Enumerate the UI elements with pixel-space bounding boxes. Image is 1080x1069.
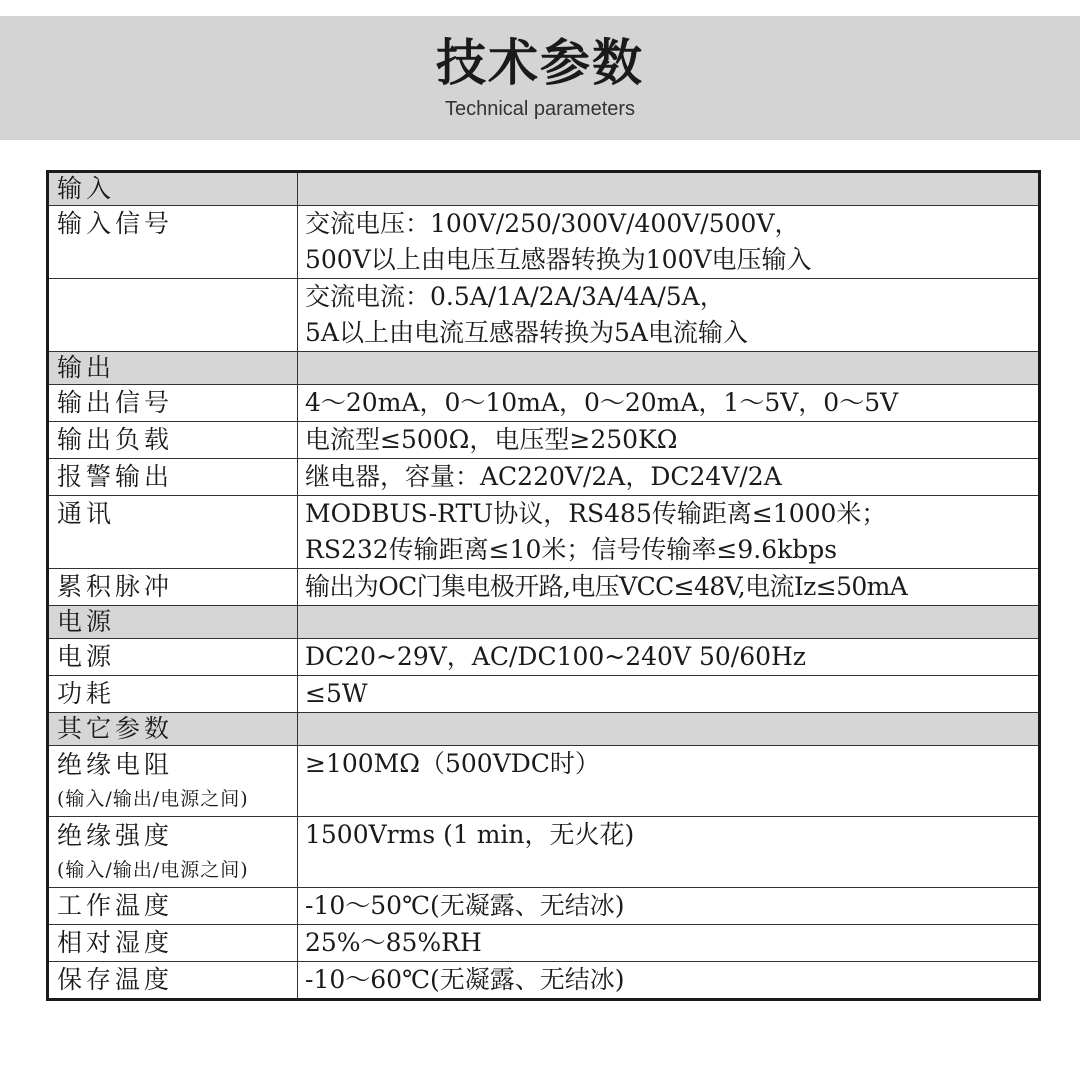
humidity-label: 相对湿度 bbox=[48, 925, 298, 962]
table-row bbox=[48, 925, 1040, 962]
page-title: 技术参数 bbox=[436, 34, 644, 92]
pulse-label: 累积脉冲 bbox=[48, 569, 298, 606]
parameters-table bbox=[46, 170, 1041, 1001]
table-row bbox=[48, 422, 1040, 459]
power-label: 电源 bbox=[48, 639, 298, 676]
section-input: 输入 bbox=[48, 172, 298, 206]
insulation-strength-cell bbox=[48, 817, 298, 888]
power-value: DC20~29V，AC/DC100~240V 50/60Hz bbox=[298, 639, 1040, 676]
comm-line1: MODBUS-RTU协议，RS485传输距离≤1000米； bbox=[305, 499, 887, 528]
comm-label: 通讯 bbox=[48, 496, 298, 569]
table-row bbox=[48, 817, 1040, 888]
insulation-resistance-cell bbox=[48, 746, 298, 817]
output-load-label: 输出负载 bbox=[48, 422, 298, 459]
table-row bbox=[48, 385, 1040, 422]
consumption-label: 功耗 bbox=[48, 676, 298, 713]
section-power: 电源 bbox=[48, 606, 298, 639]
output-load-value: 电流型≤500Ω，电压型≥250KΩ bbox=[298, 422, 1040, 459]
alarm-output-value: 继电器，容量：AC220V/2A，DC24V/2A bbox=[298, 459, 1040, 496]
section-row bbox=[48, 352, 1040, 385]
input-voltage-value bbox=[298, 206, 1040, 279]
insulation-strength-sub: (输入/输出/电源之间) bbox=[57, 859, 249, 881]
page-subtitle: Technical parameters bbox=[444, 98, 636, 120]
table-row bbox=[48, 279, 1040, 352]
table-row bbox=[48, 496, 1040, 569]
insulation-resistance-sub: (输入/输出/电源之间) bbox=[57, 788, 249, 810]
input-voltage-line2: 500V以上由电压互感器转换为100V电压输入 bbox=[305, 245, 812, 274]
comm-value bbox=[298, 496, 1040, 569]
table-row bbox=[48, 569, 1040, 606]
table-row bbox=[48, 962, 1040, 1000]
table-row bbox=[48, 459, 1040, 496]
humidity-value: 25%～85%RH bbox=[298, 925, 1040, 962]
section-row bbox=[48, 713, 1040, 746]
output-signal-label: 输出信号 bbox=[48, 385, 298, 422]
insulation-strength-label: 绝缘强度 bbox=[57, 821, 174, 850]
output-signal-value: 4～20mA，0～10mA，0～20mA，1～5V，0～5V bbox=[298, 385, 1040, 422]
comm-line2: RS232传输距离≤10米；信号传输率≤9.6kbps bbox=[305, 535, 838, 564]
input-current-line2: 5A以上由电流互感器转换为5A电流输入 bbox=[305, 318, 748, 347]
section-row bbox=[48, 606, 1040, 639]
section-row bbox=[48, 172, 1040, 206]
table-row bbox=[48, 888, 1040, 925]
section-output: 输出 bbox=[48, 352, 298, 385]
table-row bbox=[48, 206, 1040, 279]
input-current-line1: 交流电流：0.5A/1A/2A/3A/4A/5A， bbox=[305, 282, 725, 311]
table-row bbox=[48, 639, 1040, 676]
consumption-value: ≤5W bbox=[298, 676, 1040, 713]
work-temp-label: 工作温度 bbox=[48, 888, 298, 925]
input-current-value bbox=[298, 279, 1040, 352]
work-temp-value: -10～50℃(无凝露、无结冰) bbox=[298, 888, 1040, 925]
alarm-output-label: 报警输出 bbox=[48, 459, 298, 496]
section-other: 其它参数 bbox=[48, 713, 298, 746]
storage-temp-label: 保存温度 bbox=[48, 962, 298, 1000]
insulation-strength-value: 1500Vrms (1 min，无火花) bbox=[298, 817, 1040, 888]
input-voltage-line1: 交流电压：100V/250/300V/400V/500V， bbox=[305, 209, 800, 238]
table-row bbox=[48, 746, 1040, 817]
table-row bbox=[48, 676, 1040, 713]
pulse-value: 输出为OC门集电极开路,电压VCC≤48V,电流Iz≤50mA bbox=[298, 569, 1040, 606]
input-signal-label: 输入信号 bbox=[48, 206, 298, 279]
insulation-resistance-label: 绝缘电阻 bbox=[57, 750, 174, 779]
insulation-resistance-value: ≥100MΩ（500VDC时） bbox=[298, 746, 1040, 817]
storage-temp-value: -10～60℃(无凝露、无结冰) bbox=[298, 962, 1040, 1000]
